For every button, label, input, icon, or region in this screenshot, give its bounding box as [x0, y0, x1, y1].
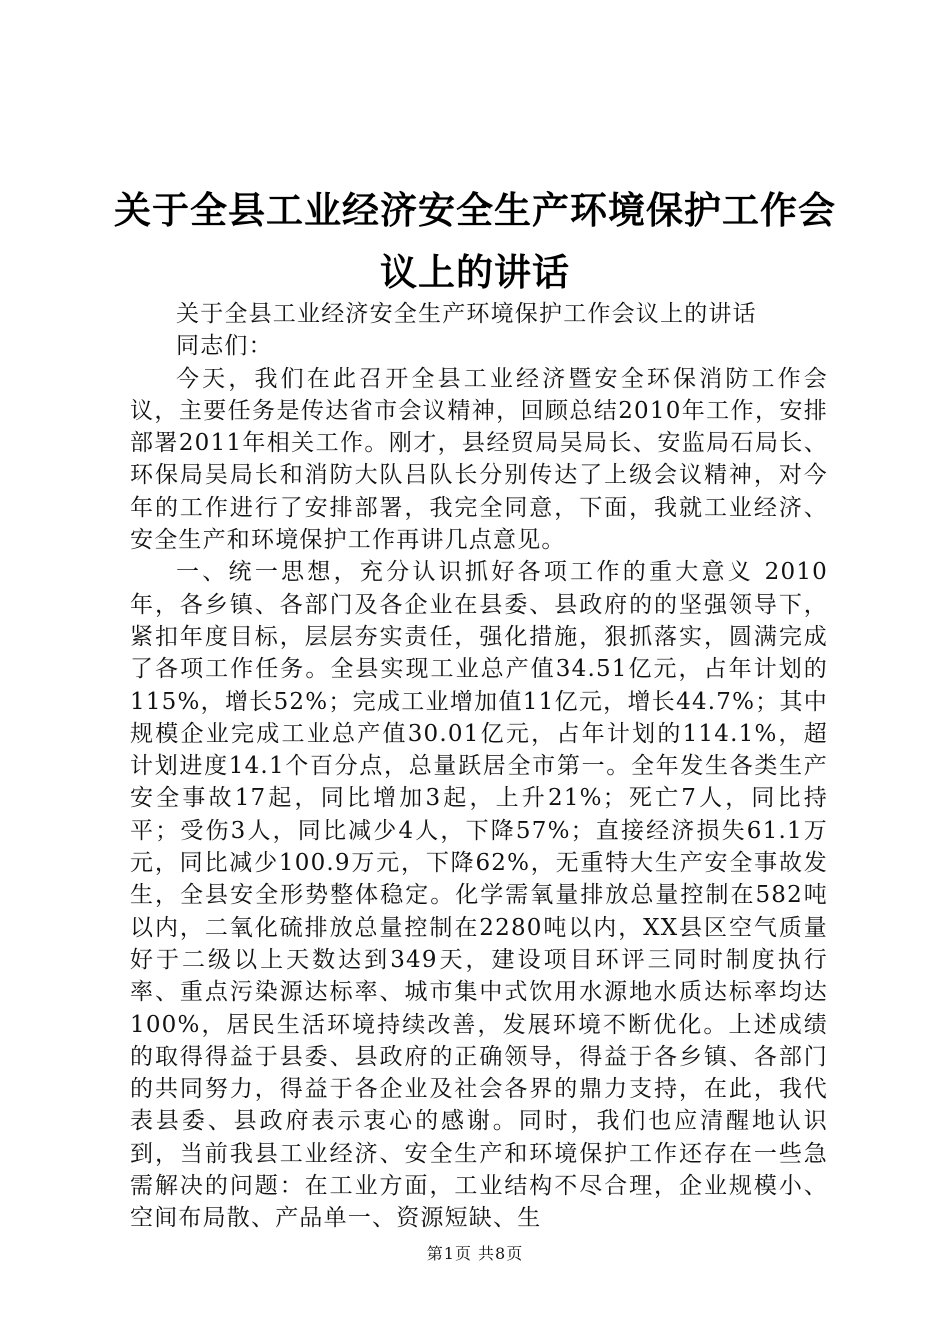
- salutation: 同志们：: [176, 333, 273, 360]
- page-number: 第1页 共8页: [426, 1244, 524, 1263]
- paragraph-intro: 今天，我们在此召开全县工业经济暨安全环保消防工作会议，主要任务是传达省市会议精神，回顾总结2010年工作，安排部署2011年相关工作。刚才，县经贸局吴局长、安监局石局长、环保局吴局长和消防大队吕队长分别传达了上级会议精神，对今年的工作进行了安排部署，我完全同意，下面，我就工业经济、安全生产和环境保护工作再讲几点意见。: [130, 365, 828, 554]
- paragraph-section-one: 一、统一思想，充分认识抓好各项工作的重大意义 2010年，各乡镇、各部门及各企业在县委、县政府的的坚强领导下，紧扣年度目标，层层夯实责任，强化措施，狠抓落实，圆满完成了各项工作任务。全县实现工业总产值34.51亿元，占年计划的115%，增长52%；完成工业增加值11亿元，增长44.7%；其中规模企业完成工业总产值30.01亿元，占年计划的114.1%，超计划进度14.1个百分点，总量跃居全市第一。全年发生各类生产安全事故17起，同比增加3起，上升21%；死亡7人，同比持平；受伤3人，同比减少4人，下降57%；直接经济损失61.1万元，同比减少100.9万元，下降62%，无重特大生产安全事故发生，全县安全形势整体稳定。化学需氧量排放总量控制在582吨以内，二氧化硫排放总量控制在2280吨以内，XX县区空气质量好于二级以上天数达到349天，建设项目环评三同时制度执行率、重点污染源达标率、城市集中式饮用水源地水质达标率均达100%，居民生活环境持续改善，发展环境不断优化。上述成绩的取得得益于县委、县政府的正确领导，得益于各乡镇、各部门的共同努力，得益于各企业及社会各界的鼎力支持，在此，我代表县委、县政府表示衷心的感谢。同时，我们也应清醒地认识到，当前我县工业经济、安全生产和环境保护工作还存在一些急需解决的问题：在工业方面，工业结构不尽合理，企业规模小、空间布局散、产品单一、资源短缺、生: [130, 559, 828, 1232]
- subtitle-line: 关于全县工业经济安全生产环境保护工作会议上的讲话: [176, 301, 757, 327]
- document-title: 关于全县工业经济安全生产环境保护工作会议上的讲话: [114, 189, 836, 294]
- document-body: [130, 298, 828, 1235]
